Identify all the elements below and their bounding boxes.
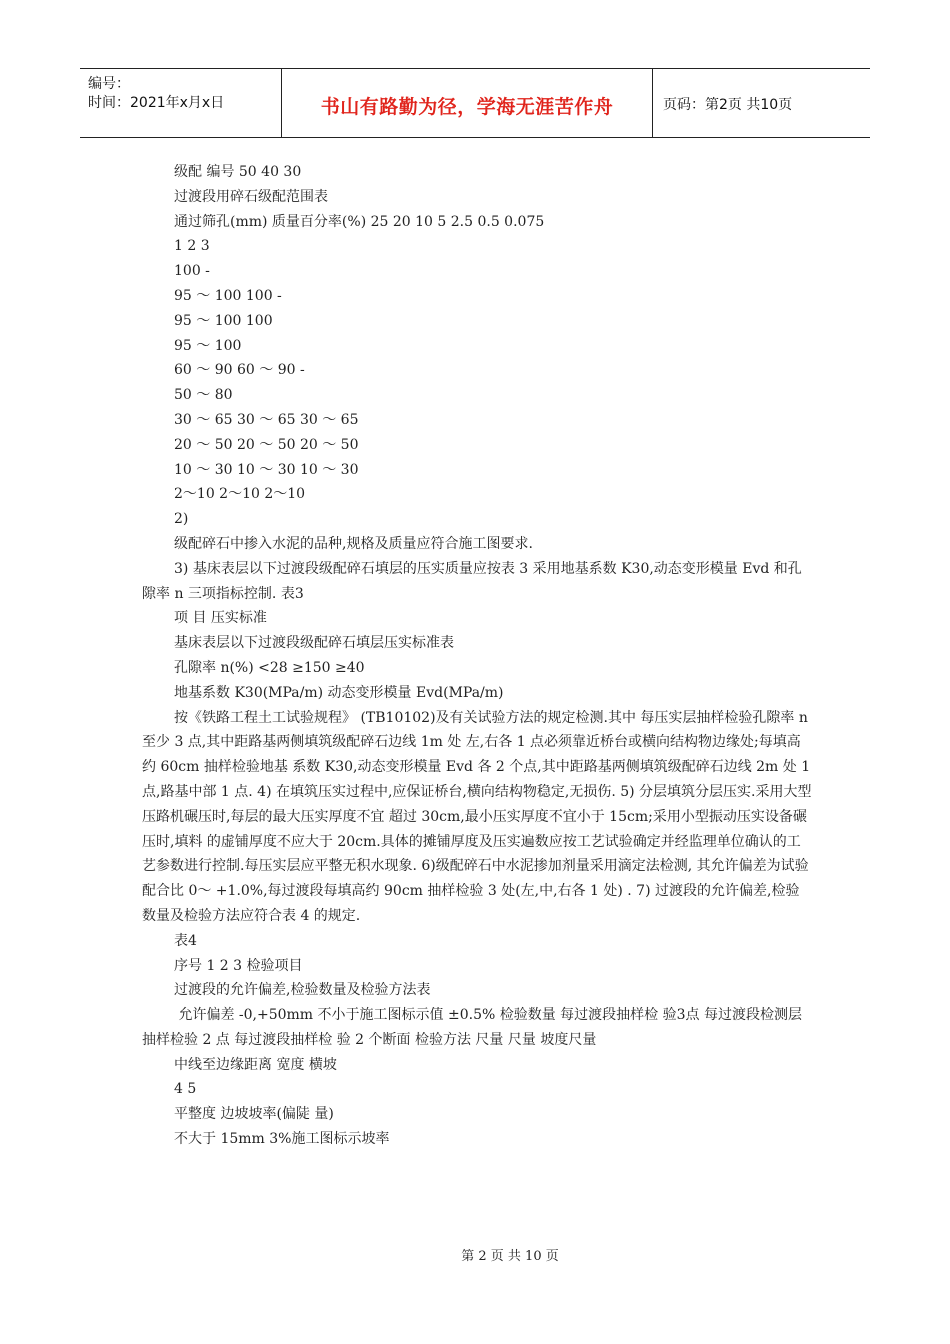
body-line: 95 ～ 100 100 -: [174, 287, 282, 304]
body-line: 不大于 15mm 3%施工图标示坡率: [174, 1131, 390, 1148]
body-line: 60 ～ 90 60 ～ 90 -: [174, 362, 305, 379]
header-motto: 书山有路勤为径，学海无涯苦作舟: [320, 96, 614, 118]
document-date-label: 时间：2021年x月x日: [88, 95, 225, 111]
body-line: 2～10 2～10 2～10: [174, 486, 306, 503]
body-line: 通过筛孔(mm) 质量百分率(%) 25 20 10 5 2.5 0.5 0.075: [174, 213, 545, 230]
body-line: 20 ～ 50 20 ～ 50 20 ～ 50: [174, 436, 359, 453]
body-line: 级配碎石中掺入水泥的品种,规格及质量应符合施工图要求.: [174, 535, 533, 552]
document-body: [142, 160, 815, 1152]
body-line: 10 ～ 30 10 ～ 30 10 ～ 30: [174, 461, 359, 478]
body-line: 4 5: [174, 1081, 197, 1098]
body-line: 50 ～ 80: [174, 387, 233, 404]
body-line: 孔隙率 n(%) <28 ≥150 ≥40: [174, 659, 365, 676]
body-line: 基床表层以下过渡段级配碎石填层压实标准表: [174, 635, 454, 652]
header-motto-cell: [282, 69, 653, 137]
body-line: 100 -: [174, 263, 210, 280]
document-number-label: 编号：: [88, 76, 130, 92]
body-line: 过渡段的允许偏差,检验数量及检验方法表: [174, 982, 431, 999]
body-line: 过渡段用碎石级配范围表: [174, 188, 328, 205]
body-line: 30 ～ 65 30 ～ 65 30 ～ 65: [174, 411, 359, 428]
header-page-cell: [653, 69, 870, 137]
page-footer: 第 2 页 共 10 页: [461, 1249, 559, 1264]
body-line: 2): [174, 511, 189, 528]
body-line: 序号 1 2 3 检验项目: [174, 957, 303, 974]
body-line: 按《铁路工程土工试验规程》 (TB10102)及有关试验方法的规定检测.其中 每压实层抽样检验孔隙率 n 至少 3 点,其中距路基两侧填筑级配碎石边线 1m 处 左,右各 1 点必须靠近桥台或横向结构物边缘处;每填高约 60cm 抽样检验地基 系数 K30,动态变形模量 Evd 各 2 个点,其中距路基两侧填筑级配碎石边线 2m 处 1 点,路基中部 1 点. 4) 在填筑压实过程中,应保证桥台,横向结构物稳定,无损伤. 5) 分层填筑分层压实.采用大型压路机碾压时,每层的最大压实厚度不宜 超过 30cm,最小压实厚度不宜小于 15cm;采用小型振动压实设备碾压时,填料 的虚铺厚度不应大于 20cm.具体的摊铺厚度及压实遍数应按工艺试验确定并经监理单位确认的工艺参数进行控制.每压实层应平整无积水现象. 6)级配碎石中水泥掺加剂量采用滴定法检测, 其允许偏差为试验配合比 0～ +1.0%,每过渡段每填高约 90cm 抽样检验 3 处(左,中,右各 1 处) . 7) 过渡段的允许偏差,检验数量及检验方法应符合表 4 的规定.: [142, 709, 815, 924]
body-line: 允许偏差 -0,+50mm 不小于施工图标示值 ±0.5% 检验数量 每过渡段抽样检 验3点 每过渡段检测层 抽样检验 2 点 每过渡段抽样检 验 2 个断面 检验方法 尺量 尺量 坡度尺量: [142, 1007, 807, 1048]
body-line: 级配 编号 50 40 30: [174, 164, 302, 180]
body-line: 表4: [174, 932, 197, 949]
body-line: 地基系数 K30(MPa/m) 动态变形模量 Evd(MPa/m): [174, 684, 504, 701]
page-header: [80, 68, 870, 138]
header-meta-cell: [80, 69, 282, 137]
body-line: 1 2 3: [174, 238, 210, 255]
body-line: 平整度 边坡坡率(偏陡 量): [174, 1106, 334, 1123]
body-line: 3) 基床表层以下过渡段级配碎石填层的压实质量应按表 3 采用地基系数 K30,动态变形模量 Evd 和孔隙率 n 三项指标控制. 表3: [142, 560, 802, 602]
body-line: 项 目 压实标准: [174, 610, 267, 627]
body-line: 95 ～ 100: [174, 337, 242, 354]
body-line: 中线至边缘距离 宽度 横坡: [174, 1056, 337, 1073]
body-line: 95 ～ 100 100: [174, 312, 273, 329]
header-page-info: 页码：第2页 共10页: [663, 97, 793, 113]
